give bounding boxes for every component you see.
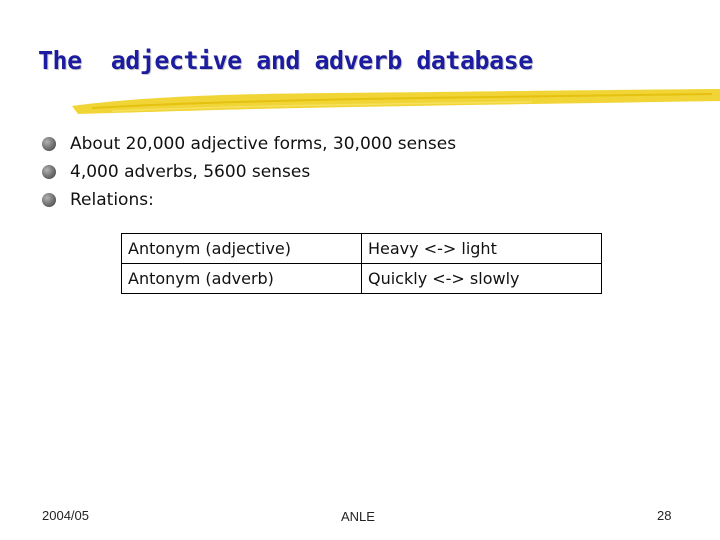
bullet-item bbox=[42, 186, 456, 214]
footer-course-label: ANLE bbox=[341, 509, 375, 524]
sphere-bullet-icon bbox=[42, 137, 56, 151]
bullet-text: Relations: bbox=[70, 190, 154, 210]
relation-type-cell: Antonym (adverb) bbox=[122, 264, 362, 294]
sphere-bullet-icon bbox=[42, 165, 56, 179]
relation-example-cell: Quickly <-> slowly bbox=[362, 264, 602, 294]
title-underline-brush bbox=[72, 88, 720, 120]
table-row bbox=[122, 264, 602, 294]
relations-table bbox=[121, 233, 602, 294]
bullet-item bbox=[42, 158, 456, 186]
footer-date: 2004/05 bbox=[42, 508, 89, 523]
slide-title: The adjective and adverb database bbox=[38, 46, 533, 75]
bullet-item bbox=[42, 130, 456, 158]
relation-example-cell: Heavy <-> light bbox=[362, 234, 602, 264]
relation-type-cell: Antonym (adjective) bbox=[122, 234, 362, 264]
table-row bbox=[122, 234, 602, 264]
bullet-text: About 20,000 adjective forms, 30,000 senses bbox=[70, 134, 457, 154]
bullet-text: 4,000 adverbs, 5600 senses bbox=[70, 162, 311, 182]
sphere-bullet-icon bbox=[42, 193, 56, 207]
footer-page-number: 28 bbox=[657, 508, 672, 523]
bullet-list bbox=[42, 130, 456, 214]
